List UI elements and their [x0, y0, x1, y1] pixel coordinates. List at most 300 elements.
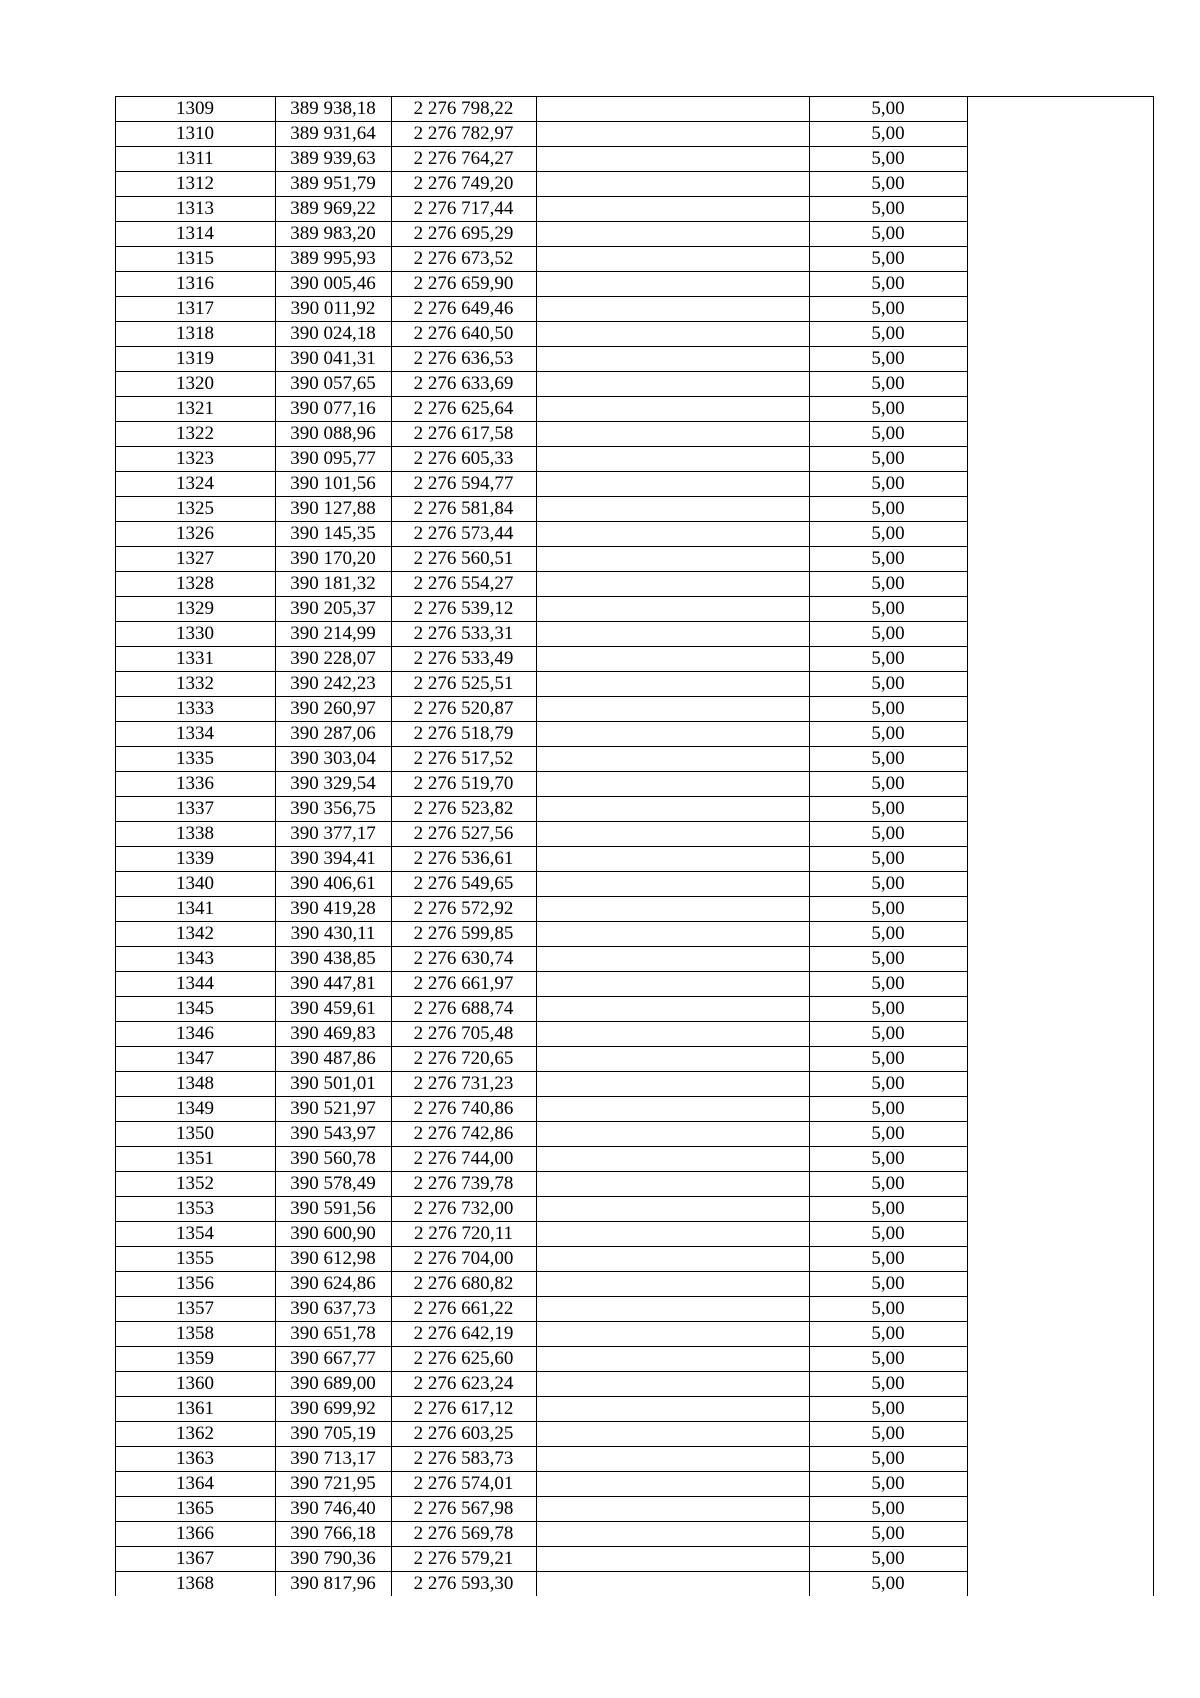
table-row: [115, 246, 1154, 271]
table-row: [115, 421, 1154, 446]
table-row-border: [115, 1446, 967, 1447]
point-number-cell: 1332: [176, 673, 214, 694]
empty-column-cell: [536, 1271, 809, 1296]
table-row: [115, 1071, 1154, 1096]
empty-column-cell: [536, 121, 809, 146]
value-cell: 5,00: [871, 848, 905, 869]
x-coordinate-cell: 390 560,78: [290, 1148, 376, 1169]
point-number-cell: 1329: [176, 598, 214, 619]
empty-column-cell: [536, 171, 809, 196]
table-row: [115, 571, 1154, 596]
value-cell: 5,00: [871, 648, 905, 669]
y-coordinate-cell: 2 276 583,73: [413, 1448, 514, 1469]
table-row-border: [115, 771, 967, 772]
empty-last-column-cell: [967, 771, 1154, 796]
x-coordinate-cell: 390 101,56: [290, 473, 376, 494]
table-row: [115, 221, 1154, 246]
table-row-border: [115, 521, 967, 522]
empty-column-cell: [536, 446, 809, 471]
empty-column-cell: [536, 1571, 809, 1596]
point-number-cell: 1362: [176, 1423, 214, 1444]
table-row-border: [115, 396, 967, 397]
y-coordinate-cell: 2 276 605,33: [413, 448, 514, 469]
empty-column-cell: [536, 521, 809, 546]
table-row: [115, 1046, 1154, 1071]
empty-column-cell: [536, 1171, 809, 1196]
y-coordinate-cell: 2 276 731,23: [413, 1073, 514, 1094]
x-coordinate-cell: 390 127,88: [290, 498, 376, 519]
y-coordinate-cell: 2 276 574,01: [413, 1473, 514, 1494]
point-number-cell: 1335: [176, 748, 214, 769]
table-row: [115, 1271, 1154, 1296]
y-coordinate-cell: 2 276 732,00: [413, 1198, 514, 1219]
table-row: [115, 896, 1154, 921]
empty-column-cell: [536, 1146, 809, 1171]
empty-column-cell: [536, 471, 809, 496]
empty-last-column-cell: [967, 1196, 1154, 1221]
y-coordinate-cell: 2 276 720,65: [413, 1048, 514, 1069]
table-row-border: [115, 1471, 967, 1472]
point-number-cell: 1340: [176, 873, 214, 894]
table-row-border: [115, 571, 967, 572]
empty-last-column-cell: [967, 196, 1154, 221]
empty-last-column-cell: [967, 746, 1154, 771]
point-number-cell: 1356: [176, 1273, 214, 1294]
value-cell: 5,00: [871, 1523, 905, 1544]
table-row-border: [115, 671, 967, 672]
x-coordinate-cell: 390 612,98: [290, 1248, 376, 1269]
table-row: [115, 1246, 1154, 1271]
empty-column-cell: [536, 1496, 809, 1521]
table-row: [115, 471, 1154, 496]
value-cell: 5,00: [871, 798, 905, 819]
point-number-cell: 1319: [176, 348, 214, 369]
y-coordinate-cell: 2 276 573,44: [413, 523, 514, 544]
x-coordinate-cell: 390 766,18: [290, 1523, 376, 1544]
value-cell: 5,00: [871, 223, 905, 244]
point-number-cell: 1338: [176, 823, 214, 844]
point-number-cell: 1354: [176, 1223, 214, 1244]
table-row-border: [115, 1096, 967, 1097]
value-cell: 5,00: [871, 1298, 905, 1319]
y-coordinate-cell: 2 276 680,82: [413, 1273, 514, 1294]
table-row-border: [115, 946, 967, 947]
x-coordinate-cell: 390 430,11: [290, 923, 376, 944]
y-coordinate-cell: 2 276 720,11: [413, 1223, 514, 1244]
value-cell: 5,00: [871, 123, 905, 144]
empty-last-column-cell: [967, 596, 1154, 621]
table-row-border: [115, 971, 967, 972]
empty-column-cell: [536, 621, 809, 646]
point-number-cell: 1320: [176, 373, 214, 394]
empty-column-cell: [536, 946, 809, 971]
empty-column-cell: [536, 646, 809, 671]
y-coordinate-cell: 2 276 527,56: [413, 823, 514, 844]
x-coordinate-cell: 390 406,61: [290, 873, 376, 894]
value-cell: 5,00: [871, 773, 905, 794]
table-row: [115, 946, 1154, 971]
point-number-cell: 1315: [176, 248, 214, 269]
point-number-cell: 1327: [176, 548, 214, 569]
empty-column-cell: [536, 1396, 809, 1421]
y-coordinate-cell: 2 276 569,78: [413, 1523, 514, 1544]
y-coordinate-cell: 2 276 661,97: [413, 973, 514, 994]
y-coordinate-cell: 2 276 695,29: [413, 223, 514, 244]
empty-last-column-cell: [967, 221, 1154, 246]
empty-column-cell: [536, 421, 809, 446]
value-cell: 5,00: [871, 298, 905, 319]
empty-last-column-cell: [967, 1421, 1154, 1446]
value-cell: 5,00: [871, 1173, 905, 1194]
x-coordinate-cell: 390 057,65: [290, 373, 376, 394]
x-coordinate-cell: 390 419,28: [290, 898, 376, 919]
table-row: [115, 271, 1154, 296]
table-row: [115, 871, 1154, 896]
empty-column-cell: [536, 1196, 809, 1221]
table-row: [115, 1221, 1154, 1246]
table-row: [115, 321, 1154, 346]
table-row-border: [115, 246, 967, 247]
value-cell: 5,00: [871, 1323, 905, 1344]
y-coordinate-cell: 2 276 633,69: [413, 373, 514, 394]
table-row-border: [115, 1571, 967, 1572]
y-coordinate-cell: 2 276 572,92: [413, 898, 514, 919]
x-coordinate-cell: 390 667,77: [290, 1348, 376, 1369]
table-row-border: [115, 1371, 967, 1372]
value-cell: 5,00: [871, 698, 905, 719]
table-row: [115, 96, 1154, 121]
value-cell: 5,00: [871, 1198, 905, 1219]
value-cell: 5,00: [871, 1273, 905, 1294]
y-coordinate-cell: 2 276 523,82: [413, 798, 514, 819]
table-row-border: [115, 1021, 967, 1022]
y-coordinate-cell: 2 276 740,86: [413, 1098, 514, 1119]
y-coordinate-cell: 2 276 705,48: [413, 1023, 514, 1044]
x-coordinate-cell: 390 591,56: [290, 1198, 376, 1219]
x-coordinate-cell: 390 181,32: [290, 573, 376, 594]
empty-last-column-cell: [967, 446, 1154, 471]
table-row-border: [115, 921, 967, 922]
table-row: [115, 1196, 1154, 1221]
empty-last-column-cell: [967, 246, 1154, 271]
point-number-cell: 1309: [176, 98, 214, 119]
y-coordinate-cell: 2 276 539,12: [413, 598, 514, 619]
value-cell: 5,00: [871, 1098, 905, 1119]
empty-column-cell: [536, 596, 809, 621]
table-row: [115, 996, 1154, 1021]
y-coordinate-cell: 2 276 798,22: [413, 98, 514, 119]
table-row-border: [115, 546, 967, 547]
table-row-border: [115, 646, 967, 647]
y-coordinate-cell: 2 276 717,44: [413, 198, 514, 219]
empty-column-cell: [536, 346, 809, 371]
empty-column-cell: [536, 1471, 809, 1496]
table-row: [115, 696, 1154, 721]
table-row: [115, 196, 1154, 221]
point-number-cell: 1310: [176, 123, 214, 144]
point-number-cell: 1311: [176, 148, 214, 169]
point-number-cell: 1363: [176, 1448, 214, 1469]
table-row: [115, 1296, 1154, 1321]
empty-last-column-cell: [967, 921, 1154, 946]
value-cell: 5,00: [871, 598, 905, 619]
empty-last-column-cell: [967, 1571, 1154, 1596]
x-coordinate-cell: 390 077,16: [290, 398, 376, 419]
empty-last-column-cell: [967, 346, 1154, 371]
table-row: [115, 1321, 1154, 1346]
table-row-border: [115, 1396, 967, 1397]
value-cell: 5,00: [871, 373, 905, 394]
table-row: [115, 1096, 1154, 1121]
empty-column-cell: [536, 771, 809, 796]
point-number-cell: 1321: [176, 398, 214, 419]
value-cell: 5,00: [871, 1548, 905, 1569]
value-cell: 5,00: [871, 148, 905, 169]
empty-column-cell: [536, 1071, 809, 1096]
table-row: [115, 1021, 1154, 1046]
y-coordinate-cell: 2 276 659,90: [413, 273, 514, 294]
table-row: [115, 346, 1154, 371]
table-row-border: [115, 1296, 967, 1297]
value-cell: 5,00: [871, 923, 905, 944]
table-row-border: [115, 1221, 967, 1222]
empty-last-column-cell: [967, 621, 1154, 646]
x-coordinate-cell: 390 487,86: [290, 1048, 376, 1069]
empty-column-cell: [536, 496, 809, 521]
empty-last-column-cell: [967, 646, 1154, 671]
table-row-border: [115, 1171, 967, 1172]
table-row-border: [115, 1121, 967, 1122]
value-cell: 5,00: [871, 748, 905, 769]
empty-last-column-cell: [967, 1146, 1154, 1171]
table-row-border: [115, 746, 967, 747]
table-row-border: [115, 996, 967, 997]
empty-last-column-cell: [967, 1396, 1154, 1421]
point-number-cell: 1368: [176, 1573, 214, 1594]
y-coordinate-cell: 2 276 533,49: [413, 648, 514, 669]
value-cell: 5,00: [871, 723, 905, 744]
value-cell: 5,00: [871, 1048, 905, 1069]
y-coordinate-cell: 2 276 744,00: [413, 1148, 514, 1169]
x-coordinate-cell: 390 600,90: [290, 1223, 376, 1244]
table-row-border: [115, 296, 967, 297]
empty-last-column-cell: [967, 571, 1154, 596]
x-coordinate-cell: 390 394,41: [290, 848, 376, 869]
empty-column-cell: [536, 1096, 809, 1121]
empty-last-column-cell: [967, 1296, 1154, 1321]
coordinates-table: [115, 96, 1154, 1599]
empty-last-column-cell: [967, 1096, 1154, 1121]
point-number-cell: 1328: [176, 573, 214, 594]
x-coordinate-cell: 389 939,63: [290, 148, 376, 169]
value-cell: 5,00: [871, 1073, 905, 1094]
empty-column-cell: [536, 546, 809, 571]
y-coordinate-cell: 2 276 636,53: [413, 348, 514, 369]
empty-last-column-cell: [967, 871, 1154, 896]
table-row-border: [115, 871, 967, 872]
value-cell: 5,00: [871, 1448, 905, 1469]
table-row: [115, 1521, 1154, 1546]
point-number-cell: 1357: [176, 1298, 214, 1319]
empty-column-cell: [536, 921, 809, 946]
point-number-cell: 1334: [176, 723, 214, 744]
empty-column-cell: [536, 396, 809, 421]
x-coordinate-cell: 390 242,23: [290, 673, 376, 694]
table-row-border: [115, 1046, 967, 1047]
table-row: [115, 646, 1154, 671]
table-row: [115, 796, 1154, 821]
value-cell: 5,00: [871, 823, 905, 844]
table-row: [115, 296, 1154, 321]
x-coordinate-cell: 389 969,22: [290, 198, 376, 219]
table-row: [115, 596, 1154, 621]
empty-column-cell: [536, 221, 809, 246]
table-row-border: [115, 321, 967, 322]
x-coordinate-cell: 390 689,00: [290, 1373, 376, 1394]
empty-last-column-cell: [967, 1271, 1154, 1296]
empty-last-column-cell: [967, 1021, 1154, 1046]
point-number-cell: 1367: [176, 1548, 214, 1569]
y-coordinate-cell: 2 276 579,21: [413, 1548, 514, 1569]
point-number-cell: 1331: [176, 648, 214, 669]
empty-column-cell: [536, 1521, 809, 1546]
y-coordinate-cell: 2 276 617,58: [413, 423, 514, 444]
point-number-cell: 1314: [176, 223, 214, 244]
point-number-cell: 1349: [176, 1098, 214, 1119]
point-number-cell: 1345: [176, 998, 214, 1019]
empty-column-cell: [536, 321, 809, 346]
x-coordinate-cell: 390 459,61: [290, 998, 376, 1019]
table-row: [115, 121, 1154, 146]
point-number-cell: 1324: [176, 473, 214, 494]
y-coordinate-cell: 2 276 593,30: [413, 1573, 514, 1594]
empty-column-cell: [536, 1321, 809, 1346]
value-cell: 5,00: [871, 1423, 905, 1444]
empty-last-column-cell: [967, 1246, 1154, 1271]
table-row: [115, 721, 1154, 746]
point-number-cell: 1352: [176, 1173, 214, 1194]
x-coordinate-cell: 389 951,79: [290, 173, 376, 194]
x-coordinate-cell: 390 721,95: [290, 1473, 376, 1494]
y-coordinate-cell: 2 276 673,52: [413, 248, 514, 269]
x-coordinate-cell: 390 501,01: [290, 1073, 376, 1094]
x-coordinate-cell: 390 438,85: [290, 948, 376, 969]
point-number-cell: 1330: [176, 623, 214, 644]
value-cell: 5,00: [871, 673, 905, 694]
table-row: [115, 1171, 1154, 1196]
empty-last-column-cell: [967, 1521, 1154, 1546]
y-coordinate-cell: 2 276 742,86: [413, 1123, 514, 1144]
table-row-border: [115, 1321, 967, 1322]
table-row-border: [115, 1071, 967, 1072]
point-number-cell: 1318: [176, 323, 214, 344]
table-row-border: [115, 821, 967, 822]
y-coordinate-cell: 2 276 536,61: [413, 848, 514, 869]
empty-column-cell: [536, 1046, 809, 1071]
point-number-cell: 1326: [176, 523, 214, 544]
value-cell: 5,00: [871, 948, 905, 969]
table-row-border: [115, 96, 1154, 97]
y-coordinate-cell: 2 276 599,85: [413, 923, 514, 944]
value-cell: 5,00: [871, 873, 905, 894]
empty-column-cell: [536, 1296, 809, 1321]
point-number-cell: 1364: [176, 1473, 214, 1494]
table-row: [115, 1121, 1154, 1146]
x-coordinate-cell: 389 931,64: [290, 123, 376, 144]
point-number-cell: 1339: [176, 848, 214, 869]
table-row: [115, 1546, 1154, 1571]
value-cell: 5,00: [871, 1248, 905, 1269]
empty-last-column-cell: [967, 321, 1154, 346]
table-row: [115, 1471, 1154, 1496]
empty-column-cell: [536, 1021, 809, 1046]
table-row: [115, 1571, 1154, 1596]
y-coordinate-cell: 2 276 688,74: [413, 998, 514, 1019]
x-coordinate-cell: 390 145,35: [290, 523, 376, 544]
y-coordinate-cell: 2 276 554,27: [413, 573, 514, 594]
point-number-cell: 1333: [176, 698, 214, 719]
x-coordinate-cell: 390 746,40: [290, 1498, 376, 1519]
table-row: [115, 1346, 1154, 1371]
empty-column-cell: [536, 1246, 809, 1271]
x-coordinate-cell: 390 005,46: [290, 273, 376, 294]
point-number-cell: 1341: [176, 898, 214, 919]
value-cell: 5,00: [871, 423, 905, 444]
point-number-cell: 1323: [176, 448, 214, 469]
x-coordinate-cell: 390 637,73: [290, 1298, 376, 1319]
empty-column-cell: [536, 821, 809, 846]
table-row-border: [115, 171, 967, 172]
x-coordinate-cell: 389 983,20: [290, 223, 376, 244]
table-row-border: [115, 221, 967, 222]
value-cell: 5,00: [871, 173, 905, 194]
empty-last-column-cell: [967, 471, 1154, 496]
point-number-cell: 1336: [176, 773, 214, 794]
empty-last-column-cell: [967, 721, 1154, 746]
table-row: [115, 1421, 1154, 1446]
empty-last-column-cell: [967, 96, 1154, 121]
point-number-cell: 1342: [176, 923, 214, 944]
table-row: [115, 446, 1154, 471]
table-row-border: [115, 1196, 967, 1197]
y-coordinate-cell: 2 276 625,60: [413, 1348, 514, 1369]
point-number-cell: 1365: [176, 1498, 214, 1519]
table-row: [115, 621, 1154, 646]
x-coordinate-cell: 390 543,97: [290, 1123, 376, 1144]
y-coordinate-cell: 2 276 525,51: [413, 673, 514, 694]
empty-column-cell: [536, 296, 809, 321]
value-cell: 5,00: [871, 1348, 905, 1369]
point-number-cell: 1360: [176, 1373, 214, 1394]
point-number-cell: 1344: [176, 973, 214, 994]
table-row: [115, 846, 1154, 871]
value-cell: 5,00: [871, 473, 905, 494]
empty-column-cell: [536, 871, 809, 896]
point-number-cell: 1317: [176, 298, 214, 319]
point-number-cell: 1351: [176, 1148, 214, 1169]
x-coordinate-cell: 390 790,36: [290, 1548, 376, 1569]
y-coordinate-cell: 2 276 518,79: [413, 723, 514, 744]
table-row: [115, 1446, 1154, 1471]
x-coordinate-cell: 390 205,37: [290, 598, 376, 619]
table-row: [115, 1371, 1154, 1396]
point-number-cell: 1312: [176, 173, 214, 194]
empty-column-cell: [536, 1346, 809, 1371]
y-coordinate-cell: 2 276 625,64: [413, 398, 514, 419]
empty-column-cell: [536, 1221, 809, 1246]
y-coordinate-cell: 2 276 623,24: [413, 1373, 514, 1394]
point-number-cell: 1348: [176, 1073, 214, 1094]
